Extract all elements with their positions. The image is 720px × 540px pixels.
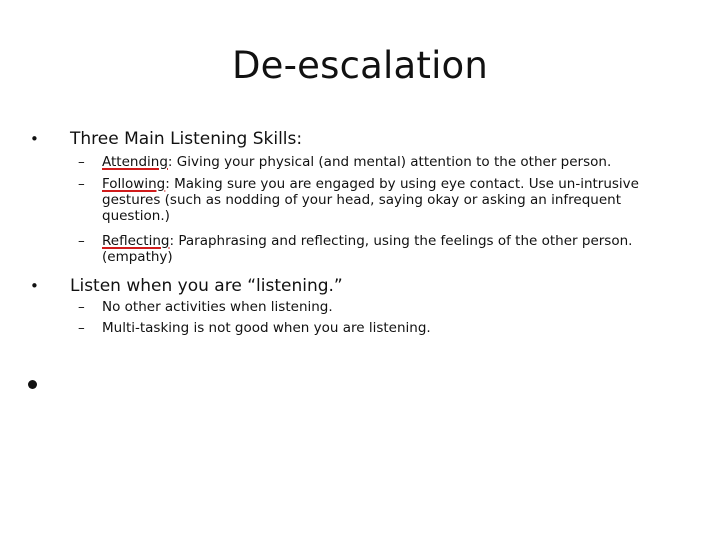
dash-marker: –: [78, 176, 85, 192]
term-separator: :: [169, 233, 175, 249]
sub-bullet-body: [102, 154, 683, 170]
sub-bullet-text: Making sure you are engaged by using eye contact. Use un-intrusive gestures (such as nodding of your head, saying okay or asking an infrequent question.): [102, 176, 639, 224]
term-separator: :: [165, 176, 170, 192]
sub-bullet-reflecting: [78, 233, 683, 265]
dash-marker: –: [78, 154, 85, 170]
bullet-dot: •: [30, 130, 39, 148]
sub-bullet-body: [102, 233, 683, 265]
sub-bullet-no-other-activities: [78, 299, 683, 315]
bullet-text: Listen when you are “listening.”: [70, 276, 343, 296]
slide-title: De-escalation: [231, 44, 489, 87]
sub-bullet-text: Giving your physical (and mental) attention to the other person.: [172, 154, 612, 170]
dash-marker: –: [78, 233, 85, 249]
bullet-2: [30, 275, 343, 297]
sub-bullet-text: Paraphrasing and reflecting, using the feelings of the other person. (empathy): [102, 233, 633, 265]
sub-bullet-multi-tasking: [78, 320, 683, 336]
sub-bullet-text: No other activities when listening.: [102, 299, 333, 315]
empty-bullet-dot: [28, 380, 37, 389]
sub-bullet-following: [78, 176, 683, 224]
term-reflecting: Reflecting: [102, 233, 170, 249]
term-attending: Attending: [102, 154, 168, 170]
term-separator: :: [167, 154, 173, 170]
dash-marker: –: [78, 299, 85, 315]
sub-bullet-attending: [78, 154, 683, 170]
bullet-text: Three Main Listening Skills:: [70, 129, 303, 149]
bullet-1: [30, 128, 302, 150]
sub-bullet-body: [102, 176, 683, 224]
term-following: Following: [102, 176, 166, 192]
sub-bullet-text: Multi-tasking is not good when you are listening.: [102, 320, 431, 336]
dash-marker: –: [78, 320, 85, 336]
bullet-dot: •: [30, 277, 39, 295]
